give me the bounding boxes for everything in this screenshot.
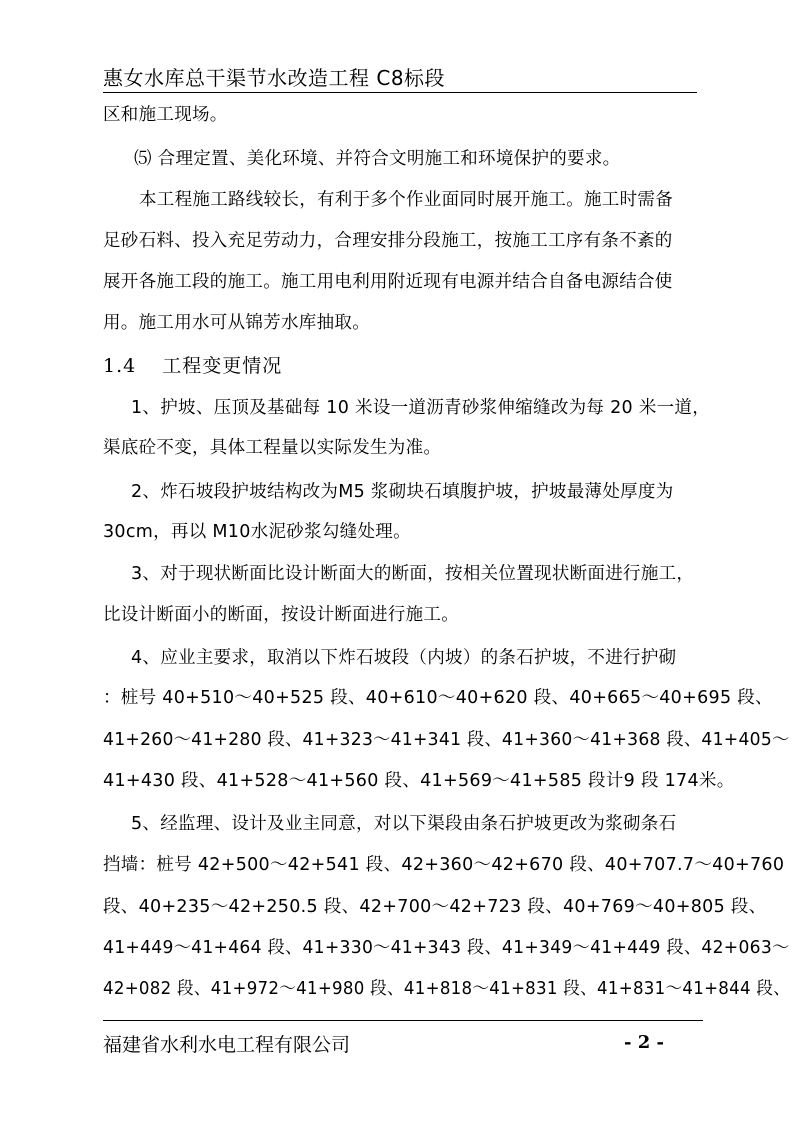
section-heading [103, 351, 282, 378]
text-line: 30cm，再以 M10水泥砂浆勾缝处理。 [103, 522, 411, 542]
text-line: 用。施工用水可从锦芳水库抽取。 [103, 313, 370, 333]
text-line: 1、护坡、压顶及基础每 10 米设一道沥青砂浆伸缩缝改为每 20 米一道， [131, 398, 711, 418]
text-line: 足砂石料、投入充足劳动力，合理安排分段施工，按施工工序有条不紊的 [103, 231, 673, 251]
page-number: - 2 - [624, 1032, 664, 1053]
footer-company: 福建省水利水电工程有限公司 [103, 1034, 351, 1056]
section-number: 1.4 [103, 355, 137, 377]
text-line: 区和施工现场。 [103, 105, 228, 125]
header-title: 惠女水库总干渠节水改造工程 C8标段 [103, 66, 446, 90]
text-line: 4、应业主要求，取消以下炸石坡段（内坡）的条石护坡，不进行护砌 [131, 648, 677, 668]
text-line: 41+430 段、41+528～41+560 段、41+569～41+585 段计9 段 174米。 [103, 771, 735, 791]
text-line: 比设计断面小的断面，按设计断面进行施工。 [103, 605, 459, 625]
text-line: 42+082 段、41+972～41+980 段、41+818～41+831 段、41+831～41+844 段、 [103, 979, 791, 999]
text-line: 挡墙：桩号 42+500～42+541 段、42+360～42+670 段、40+707.7～40+760 [103, 855, 785, 875]
section-title: 工程变更情况 [162, 355, 283, 377]
text-line: 5、经监理、设计及业主同意，对以下渠段由条石护坡更改为浆砌条石 [131, 814, 677, 834]
text-line: 41+260～41+280 段、41+323～41+341 段、41+360～41+368 段、41+405～ [103, 730, 790, 750]
footer-divider [103, 1020, 703, 1021]
text-line: 展开各施工段的施工。施工用电利用附近现有电源并结合自备电源结合使 [103, 272, 673, 292]
text-line: 段、40+235～42+250.5 段、42+700～42+723 段、40+769～40+805 段、 [103, 897, 767, 917]
text-line: 41+449～41+464 段、41+330～41+343 段、41+349～41+449 段、42+063～ [103, 938, 790, 958]
text-line: 渠底砼不变，具体工程量以实际发生为准。 [103, 438, 442, 458]
header-divider [103, 92, 697, 93]
text-line: 3、对于现状断面比设计断面大的断面，按相关位置现状断面进行施工， [131, 564, 695, 584]
text-line: 2、炸石坡段护坡结构改为M5 浆砌块石填腹护坡，护坡最薄处厚度为 [131, 482, 674, 502]
text-line: ：桩号 40+510～40+525 段、40+610～40+620 段、40+665～40+695 段、 [103, 688, 773, 708]
text-line: ⑸ 合理定置、美化环境、并符合文明施工和环境保护的要求。 [134, 149, 621, 169]
text-line: 本工程施工路线较长，有利于多个作业面同时展开施工。施工时需备 [139, 190, 673, 210]
